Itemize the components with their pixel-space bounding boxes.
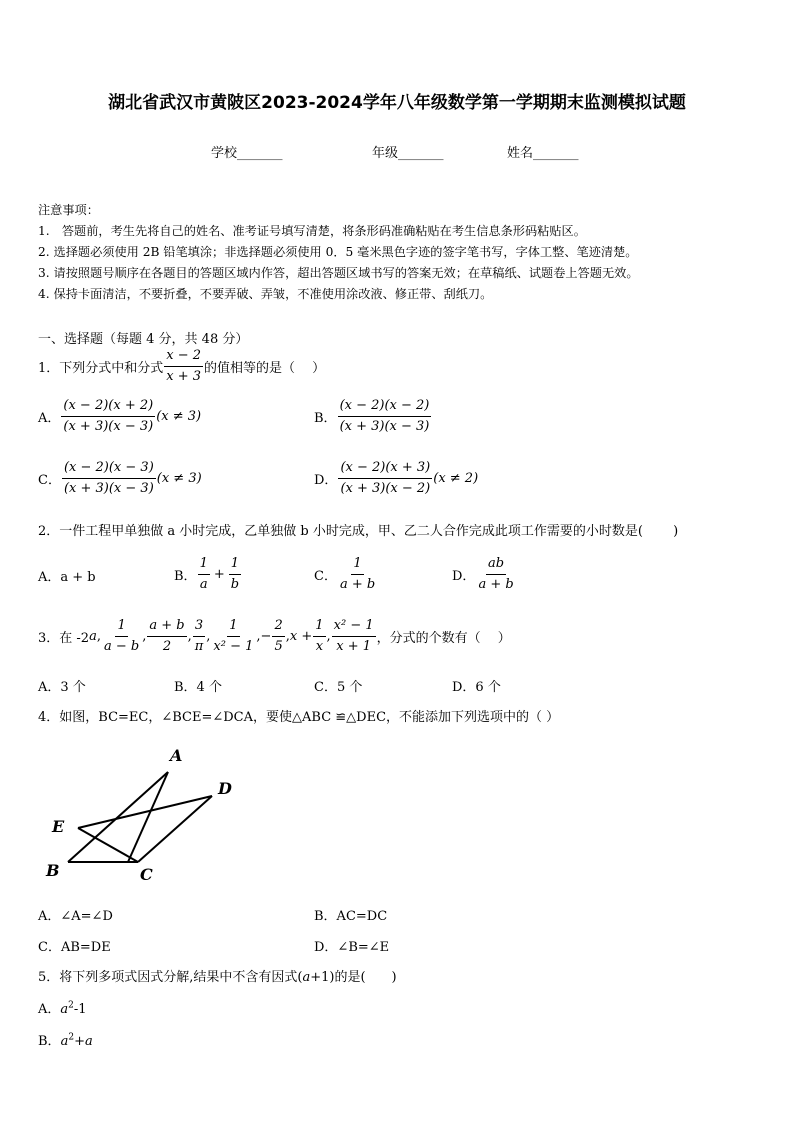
q3-fraction [211, 618, 255, 655]
q3-option-d[interactable] [452, 676, 501, 695]
option-text: A．∠A=∠D [38, 909, 113, 924]
q5-text: 5．将下列多项式因式分解,结果中不含有因式( [38, 970, 303, 985]
q1-suffix: 的值相等的是（ ） [204, 361, 326, 376]
page-title: 湖北省武汉市黄陂区2023-2024学年八年级数学第一学期期末监测模拟试题 [108, 93, 686, 113]
q4-option-b[interactable] [314, 905, 387, 924]
q3-option-b[interactable] [174, 676, 222, 695]
q1-fraction [164, 348, 203, 385]
fraction-numerator: 1 [115, 618, 127, 637]
option-text: B．4 个 [174, 680, 222, 695]
q3-expr: x + [289, 629, 313, 644]
option-text: C．5 个 [314, 680, 363, 695]
q5-option-a[interactable] [38, 998, 87, 1017]
option-fraction [62, 460, 156, 497]
fraction-numerator: (x − 2)(x + 3) [338, 460, 432, 479]
option-text: A．a + b [38, 570, 96, 585]
fraction-numerator: 1 [227, 618, 239, 637]
option-fraction [338, 556, 377, 593]
q3-fraction [102, 618, 141, 655]
option-exponent: 2 [68, 1000, 74, 1011]
vertex-label-d: D [218, 779, 232, 798]
separator: , [256, 629, 261, 644]
option-condition: (x ≠ 3) [156, 409, 202, 424]
option-text: -1 [73, 1002, 87, 1017]
q3-var: a [89, 629, 97, 644]
option-exponent: 2 [68, 1032, 75, 1043]
q5-text: +1)的是( ) [310, 970, 397, 985]
option-text: B．AC=DC [314, 909, 388, 924]
question-5 [38, 966, 397, 985]
q3-fraction [147, 618, 186, 655]
question-3 [38, 618, 511, 655]
q3-suffix: ，分式的个数有（ ） [376, 631, 511, 646]
option-fraction [338, 398, 432, 435]
fraction-denominator: a [199, 577, 208, 592]
fraction-denominator: a − b [103, 639, 140, 654]
fraction-numerator: (x − 2)(x − 2) [338, 398, 432, 417]
fraction-numerator: 1 [351, 556, 363, 575]
q1-prefix: 1．下列分式中和分式 [38, 361, 164, 376]
fraction-denominator: 5 [274, 639, 283, 654]
option-text: A．3 个 [38, 680, 86, 695]
q2-option-b[interactable] [174, 556, 242, 593]
fraction-denominator: (x + 3)(x − 2) [340, 481, 431, 496]
q3-fraction [272, 618, 284, 655]
q4-option-c[interactable] [38, 936, 111, 955]
separator: , [187, 629, 192, 644]
option-condition: (x ≠ 3) [156, 471, 202, 486]
q4-geometry-figure [40, 740, 250, 890]
vertex-label-e: E [52, 817, 65, 836]
q1-option-a[interactable] [38, 398, 201, 435]
plus-sign: + [213, 567, 225, 582]
fraction-numerator: 2 [272, 618, 284, 637]
separator: , [285, 629, 290, 644]
figure-lines [68, 772, 212, 862]
separator: , [206, 629, 211, 644]
q4-option-d[interactable] [314, 936, 389, 955]
vertex-label-c: C [140, 865, 153, 884]
separator: , [326, 629, 331, 644]
option-fraction [229, 556, 241, 593]
q1-option-b[interactable] [314, 398, 432, 435]
option-label: A． [38, 1002, 61, 1017]
fraction-denominator: x [315, 639, 324, 654]
option-label: B． [314, 411, 337, 426]
option-label: A． [38, 411, 61, 426]
fraction-numerator: 1 [229, 556, 241, 575]
fraction-denominator: 2 [162, 639, 172, 654]
grade-field: 年级_______ [372, 146, 444, 161]
q5-option-b[interactable] [38, 1030, 93, 1049]
option-label: C． [314, 569, 337, 584]
q2-option-a[interactable] [38, 566, 96, 585]
q1-frac-den: x + 3 [166, 369, 202, 384]
q3-fraction [193, 618, 206, 655]
q1-option-d[interactable] [314, 460, 478, 497]
name-field: 姓名_______ [507, 146, 579, 161]
q3-prefix: 3．在 -2 [38, 631, 90, 646]
q2-option-d[interactable] [452, 556, 517, 593]
fraction-numerator: a + b [147, 618, 186, 637]
option-text: +a [74, 1034, 93, 1049]
option-fraction [198, 556, 210, 593]
fraction-numerator: ab [486, 556, 506, 575]
fraction-denominator: a + b [339, 577, 376, 592]
option-var: a [60, 1002, 69, 1017]
fraction-denominator: b [230, 577, 240, 592]
minus-sign: − [260, 629, 272, 644]
q3-option-a[interactable] [38, 676, 86, 695]
q3-option-c[interactable] [314, 676, 362, 695]
q1-frac-num: x − 2 [164, 348, 203, 367]
fraction-numerator: (x − 2)(x + 2) [61, 398, 155, 417]
q3-fraction [332, 618, 376, 655]
vertex-label-b: B [46, 861, 60, 880]
option-label: C． [38, 473, 61, 488]
q5-var: a [302, 970, 311, 985]
fraction-denominator: π [194, 639, 204, 654]
separator: , [96, 629, 101, 644]
section-heading: 一、选择题（每题 4 分，共 48 分） [38, 332, 249, 347]
fraction-numerator: 1 [313, 618, 325, 637]
notes-block [38, 200, 639, 305]
option-fraction [476, 556, 515, 593]
option-fraction [338, 460, 432, 497]
option-var: a [60, 1034, 69, 1049]
segment-cd [138, 796, 212, 862]
notes-item: 3. 请按照题号顺序在各题目的答题区域内作答，超出答题区域书写的答案无效；在草稿纸、试题卷上答题无效。 [38, 266, 639, 280]
q1-option-c[interactable] [38, 460, 202, 497]
school-field: 学校_______ [211, 146, 283, 161]
fraction-denominator: (x + 3)(x − 3) [63, 419, 154, 434]
option-text: D．6 个 [452, 680, 501, 695]
question-4: 4．如图，BC=EC，∠BCE=∠DCA，要使△ABC ≌△DEC，不能添加下列选项中的（ ） [38, 710, 560, 725]
fraction-denominator: (x + 3)(x − 3) [63, 481, 154, 496]
option-condition: (x ≠ 2) [433, 471, 479, 486]
fraction-denominator: x + 1 [336, 639, 372, 654]
fraction-denominator: (x + 3)(x − 3) [339, 419, 430, 434]
q3-fraction [313, 618, 325, 655]
fraction-numerator: (x − 2)(x − 3) [62, 460, 156, 479]
fraction-numerator: 3 [193, 618, 205, 637]
fraction-denominator: x² − 1 [213, 639, 254, 654]
option-label: B． [174, 569, 197, 584]
option-text: D．∠B=∠E [314, 940, 390, 955]
segment-ca [128, 772, 168, 862]
option-label: D． [452, 569, 476, 584]
notes-item: 1. 答题前，考生先将自己的姓名、准考证号填写清楚，将条形码准确粘贴在考生信息条形码粘贴区。 [38, 224, 586, 238]
option-label: B． [38, 1034, 61, 1049]
question-1 [38, 348, 325, 385]
question-2: 2．一件工程甲单独做 a 小时完成，乙单独做 b 小时完成，甲、乙二人合作完成此项工作需要的小时数是( ) [38, 524, 679, 539]
separator: , [142, 629, 147, 644]
fraction-numerator: x² − 1 [332, 618, 376, 637]
option-fraction [61, 398, 155, 435]
vertex-label-a: A [170, 746, 183, 765]
notes-heading: 注意事项： [38, 203, 99, 217]
q2-option-c[interactable] [314, 556, 378, 593]
fraction-denominator: a + b [478, 577, 514, 592]
option-text: C．AB=DE [38, 940, 111, 955]
q4-option-a[interactable] [38, 905, 113, 924]
option-label: D． [314, 473, 338, 488]
fraction-numerator: 1 [198, 556, 210, 575]
notes-item: 2. 选择题必须使用 2B 铅笔填涂；非选择题必须使用 0．5 毫米黑色字迹的签字笔书写，字体工整、笔迹清楚。 [38, 245, 638, 259]
notes-item: 4. 保持卡面清洁，不要折叠，不要弄破、弄皱，不准使用涂改液、修正带、刮纸刀。 [38, 287, 493, 301]
